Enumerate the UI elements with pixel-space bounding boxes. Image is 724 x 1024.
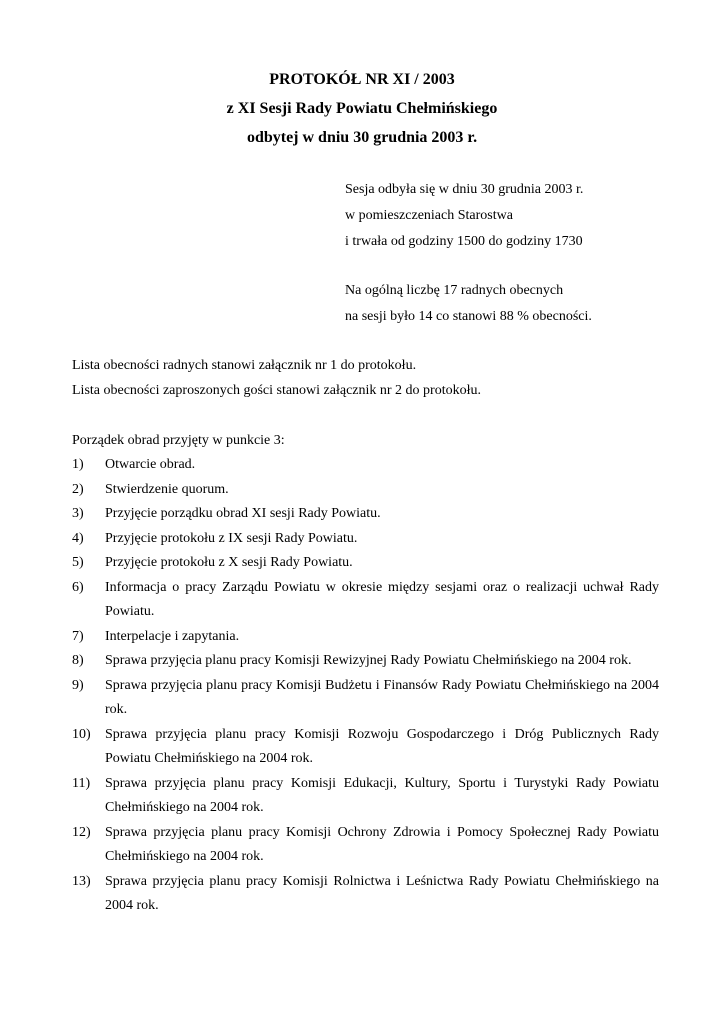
agenda-item <box>72 453 659 478</box>
agenda-item-number: 1) <box>72 457 84 472</box>
agenda-item-number: 5) <box>72 555 84 570</box>
agenda-item-number: 4) <box>72 530 84 546</box>
attendance-notes <box>72 353 672 403</box>
agenda-item <box>72 674 659 723</box>
agenda-item-number: 3) <box>72 506 84 521</box>
agenda-item-number: 8) <box>72 653 84 668</box>
agenda-item-text: Sprawa przyjęcia planu pracy Komisji Rolnictwa i Leśnictwa Rady Powiatu Chełmińskiego na 2004 rok. <box>105 873 659 913</box>
agenda-item <box>72 502 659 527</box>
agenda-item-number: 2) <box>72 481 84 497</box>
agenda-item-number: 9) <box>72 677 84 693</box>
agenda-item-number: 13) <box>72 873 91 889</box>
agenda-item <box>72 527 659 552</box>
agenda-item-text: Sprawa przyjęcia planu pracy Komisji Rewizyjnej Rady Powiatu Chełmińskiego na 2004 rok. <box>105 653 632 668</box>
agenda-item <box>72 649 659 674</box>
agenda-item-number: 6) <box>72 579 84 595</box>
agenda-item-text: Stwierdzenie quorum. <box>105 481 229 497</box>
attendance-rate: na sesji było 14 co stanowi 88 % obecności. <box>345 309 592 324</box>
agenda-section <box>72 428 659 919</box>
spacer <box>345 255 705 278</box>
agenda-item-text: Informacja o pracy Zarządu Powiatu w okresie między sesjami oraz o realizacji uchwał Rady Powiatu. <box>105 579 659 619</box>
agenda-item-text: Otwarcie obrad. <box>105 457 196 472</box>
agenda-item-text: Przyjęcie protokołu z X sesji Rady Powiatu. <box>105 555 353 570</box>
agenda-item <box>72 551 659 576</box>
agenda-item-text: Przyjęcie protokołu z IX sesji Rady Powiatu. <box>105 530 358 546</box>
document-date-line: odbytej w dniu 30 grudnia 2003 r. <box>246 129 478 146</box>
agenda-item-text: Interpelacje i zapytania. <box>105 628 240 644</box>
title-block <box>0 65 724 152</box>
agenda-item <box>72 478 659 503</box>
agenda-list <box>72 453 659 919</box>
document-subtitle: z XI Sesji Rady Powiatu Chełmińskiego <box>226 100 498 117</box>
agenda-item <box>72 625 659 650</box>
agenda-item-number: 11) <box>72 775 91 791</box>
agenda-item <box>72 723 659 772</box>
document-title: PROTOKÓŁ NR XI / 2003 <box>269 71 455 88</box>
agenda-item-text: Sprawa przyjęcia planu pracy Komisji Edukacji, Kultury, Sportu i Turystyki Rady Powiatu Chełmińskiego na 2004 rok. <box>105 775 659 815</box>
agenda-item-number: 10) <box>72 726 91 742</box>
councillors-total: Na ogólną liczbę 17 radnych obecnych <box>345 283 564 298</box>
session-info <box>345 177 705 330</box>
session-hours: i trwała od godziny 1500 do godziny 1730 <box>345 234 583 249</box>
agenda-item-text: Sprawa przyjęcia planu pracy Komisji Ochrony Zdrowia i Pomocy Społecznej Rady Powiatu Chełmińskiego na 2004 rok. <box>105 824 659 864</box>
agenda-item-text: Sprawa przyjęcia planu pracy Komisji Rozwoju Gospodarczego i Dróg Publicznych Rady Powiatu Chełmińskiego na 2004 rok. <box>105 726 659 766</box>
agenda-item-text: Przyjęcie porządku obrad XI sesji Rady Powiatu. <box>105 506 381 521</box>
agenda-item <box>72 576 659 625</box>
agenda-item-text: Sprawa przyjęcia planu pracy Komisji Budżetu i Finansów Rady Powiatu Chełmińskiego na 2004 rok. <box>105 677 659 717</box>
agenda-item-number: 12) <box>72 824 91 840</box>
agenda-item <box>72 821 659 870</box>
agenda-item-number: 7) <box>72 628 84 644</box>
agenda-item <box>72 870 659 919</box>
attendance-note-guests: Lista obecności zaproszonych gości stanowi załącznik nr 2 do protokołu. <box>72 383 481 398</box>
agenda-item <box>72 772 659 821</box>
session-date: Sesja odbyła się w dniu 30 grudnia 2003 r. <box>345 182 584 197</box>
session-location: w pomieszczeniach Starostwa <box>345 208 513 223</box>
attendance-note-councillors: Lista obecności radnych stanowi załącznik nr 1 do protokołu. <box>72 358 417 373</box>
agenda-intro: Porządek obrad przyjęty w punkcie 3: <box>72 433 285 448</box>
